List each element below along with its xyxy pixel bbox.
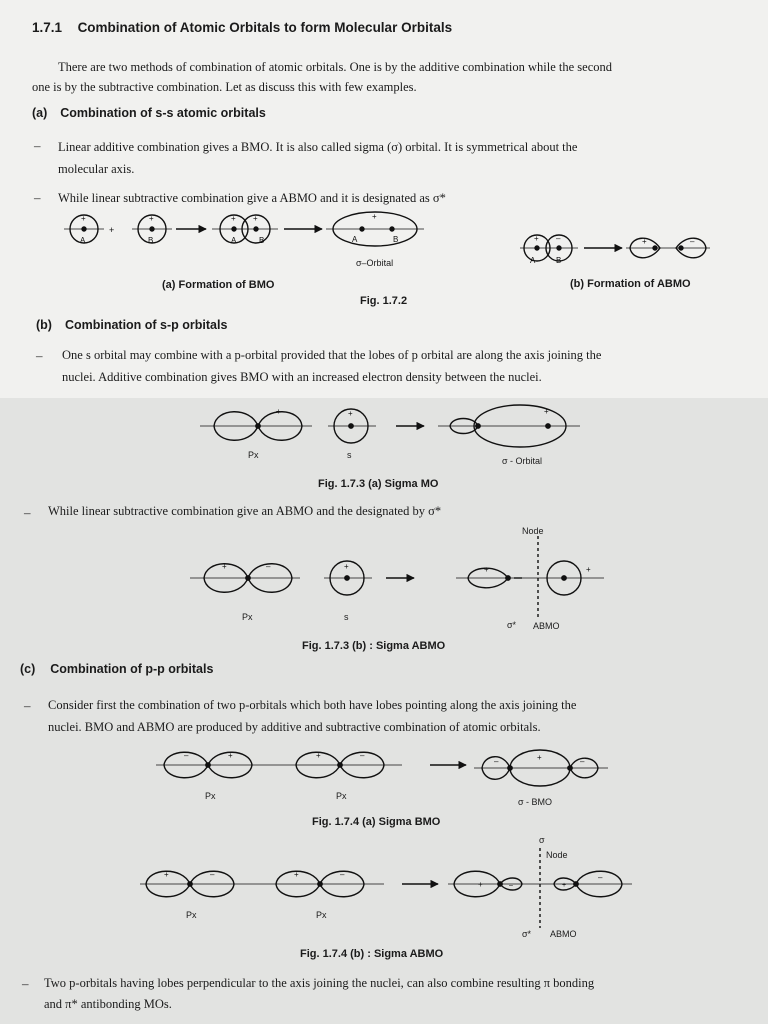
- plus-sign: +: [562, 882, 567, 889]
- part-c-bullet1-line1: Consider first the combination of two p-orbitals which both have lobes pointing along the axis joining the: [48, 698, 577, 712]
- minus-sign: –: [509, 882, 513, 889]
- minus-sign: –: [598, 873, 603, 882]
- fig-173b-px-label: Px: [242, 612, 253, 622]
- plus-sign: +: [534, 234, 539, 243]
- fig-1-7-2-caption: Fig. 1.7.2: [360, 295, 408, 307]
- minus-sign: –: [340, 870, 345, 879]
- fig-174a-p-orbital-1: [164, 751, 252, 778]
- atom-a-label: A: [80, 236, 86, 245]
- fig-172a-overlap: [212, 214, 278, 245]
- plus-sign: +: [81, 214, 86, 223]
- plus-sign: +: [109, 225, 115, 235]
- fig-172a-s-orbital-a: [64, 214, 104, 245]
- minus-sign: –: [360, 751, 365, 760]
- fig-173a-sigma-orbital: [438, 405, 580, 447]
- bullet-dash: –: [34, 138, 41, 153]
- part-b-title: Combination of s-p orbitals: [64, 318, 228, 332]
- fig-174b-node-label: Node: [546, 850, 568, 860]
- fig-173a-s-orbital: [328, 409, 376, 443]
- fig-173a-px-label: Px: [248, 450, 259, 460]
- atom-a-label: A: [530, 256, 536, 265]
- bullet-dash: –: [24, 698, 31, 713]
- plus-sign: +: [253, 214, 258, 223]
- bullet-dash: –: [34, 190, 41, 205]
- fig-173b-sigma-star-orbital: [456, 536, 604, 618]
- fig-173a-s-label: s: [347, 450, 352, 460]
- minus-sign: –: [184, 751, 189, 760]
- fig-174b-caption: Fig. 1.7.4 (b) : Sigma ABMO: [300, 948, 444, 960]
- minus-sign: –: [690, 237, 695, 246]
- part-b-bullet1-line1: One s orbital may combine with a p-orbital provided that the lobes of p orbital are along the axis joining the: [62, 348, 602, 362]
- plus-sign: +: [294, 870, 299, 879]
- intro-line-2: one is by the subtractive combination. Let as discuss this with few examples.: [32, 80, 417, 94]
- fig-172a-sigma-orbital: [326, 212, 424, 246]
- plus-sign: +: [149, 214, 154, 223]
- fig-174a-sigma-bmo: [474, 750, 608, 786]
- fig-174b-sigma-star-abmo: [448, 848, 632, 928]
- fig-173b-p-orbital: [190, 562, 300, 592]
- plus-sign: +: [586, 565, 591, 574]
- plus-sign: +: [222, 562, 227, 571]
- intro-line-1: There are two methods of combination of atomic orbitals. One is by the additive combination while the second: [58, 60, 613, 74]
- fig-174a-px2-label: Px: [336, 791, 347, 801]
- section-title: Combination of Atomic Orbitals to form Molecular Orbitals: [77, 20, 453, 35]
- fig-174a-caption: Fig. 1.7.4 (a) Sigma BMO: [312, 816, 441, 828]
- plus-sign: +: [372, 212, 377, 221]
- plus-sign: +: [276, 407, 281, 416]
- fig-a-label: (a) Formation of BMO: [162, 279, 275, 291]
- fig-173b-s-label: s: [344, 612, 349, 622]
- fig-174b-sigma-label: σ*: [522, 929, 532, 939]
- fig-172b-overlap: [520, 234, 578, 265]
- atom-a-label: A: [352, 235, 358, 244]
- minus-sign: –: [231, 407, 236, 416]
- fig-174b-abmo-label: ABMO: [550, 929, 577, 939]
- sigma-orbital-label: σ–Orbital: [356, 258, 394, 268]
- plus-sign: +: [228, 751, 233, 760]
- plus-sign: +: [478, 880, 483, 889]
- fig-174a-p-orbital-2: [296, 751, 384, 778]
- part-a-bullet1-line1: Linear additive combination gives a BMO. It is also called sigma (σ) orbital. It is symmetrical about the: [58, 140, 578, 154]
- atom-b-label: B: [393, 235, 399, 244]
- plus-sign: +: [164, 870, 169, 879]
- plus-sign: +: [484, 565, 489, 574]
- plus-sign: +: [231, 214, 236, 223]
- plus-sign: +: [544, 407, 549, 416]
- fig-174b-p-orbital-1: [146, 870, 234, 897]
- plus-sign: +: [316, 751, 321, 760]
- fig-173a-sigma-label: σ - Orbital: [502, 456, 543, 466]
- fig-172a-s-orbital-b: [132, 214, 172, 245]
- fig-173b-s-orbital: [324, 561, 372, 595]
- fig-173a-caption: Fig. 1.7.3 (a) Sigma MO: [318, 478, 439, 490]
- part-c-title: Combination of p-p orbitals: [50, 662, 214, 676]
- fig-174a-bmo-label: σ - BMO: [518, 797, 553, 807]
- fig-174b-sigma-top-label: σ: [539, 835, 545, 845]
- part-c-bullet1-line2: nuclei. BMO and ABMO are produced by additive and subtractive combination of atomic orbitals.: [48, 720, 541, 734]
- plus-sign: +: [348, 409, 353, 418]
- fig-173b-abmo-label: ABMO: [533, 621, 560, 631]
- part-a-bullet1-line2: molecular axis.: [58, 162, 135, 176]
- plus-sign: +: [642, 237, 647, 246]
- part-c-mark: (c): [20, 662, 36, 676]
- part-a-bullet2: While linear subtractive combination give a ABMO and it is designated as σ*: [58, 191, 446, 205]
- fig-173b-node-label: Node: [522, 526, 544, 536]
- minus-sign: –: [494, 757, 499, 766]
- part-b-bullet2: While linear subtractive combination give an ABMO and the designated by σ*: [48, 504, 442, 518]
- minus-sign: –: [556, 234, 561, 243]
- part-c-bullet2-line2: and π* antibonding MOs.: [44, 997, 172, 1011]
- minus-sign: –: [266, 562, 271, 571]
- fig-173a-p-orbital: [200, 407, 312, 440]
- part-a-mark: (a): [32, 106, 48, 120]
- fig-173b-caption: Fig. 1.7.3 (b) : Sigma ABMO: [302, 640, 446, 652]
- part-b-mark: (b): [36, 318, 52, 332]
- fig-174a-px1-label: Px: [205, 791, 216, 801]
- minus-sign: –: [210, 870, 215, 879]
- bullet-dash: –: [22, 976, 29, 991]
- minus-sign: –: [580, 757, 585, 766]
- part-b-bullet1-line2: nuclei. Additive combination gives BMO with an increased electron density between the nuclei.: [62, 370, 542, 384]
- fig-174b-p-orbital-2: [276, 870, 364, 897]
- fig-174b-px1-label: Px: [186, 910, 197, 920]
- part-c-bullet2-line1: Two p-orbitals having lobes perpendicular to the axis joining the nuclei, can also combine resulting π bonding: [44, 976, 595, 990]
- fig-173b-sigma-label: σ*: [507, 620, 517, 630]
- atom-b-label: B: [556, 256, 562, 265]
- section-number: 1.7.1: [32, 20, 63, 35]
- plus-sign: +: [537, 753, 542, 762]
- plus-sign: +: [344, 562, 349, 571]
- fig-174b-px2-label: Px: [316, 910, 327, 920]
- bullet-dash: –: [24, 505, 31, 520]
- atom-a-label: A: [231, 236, 237, 245]
- fig-172b-abmo: [626, 237, 710, 258]
- atom-b-label: B: [259, 236, 265, 245]
- atom-b-label: B: [148, 236, 154, 245]
- bullet-dash: –: [36, 348, 43, 363]
- fig-b-label: (b) Formation of ABMO: [570, 278, 691, 290]
- part-a-title: Combination of s-s atomic orbitals: [60, 106, 266, 120]
